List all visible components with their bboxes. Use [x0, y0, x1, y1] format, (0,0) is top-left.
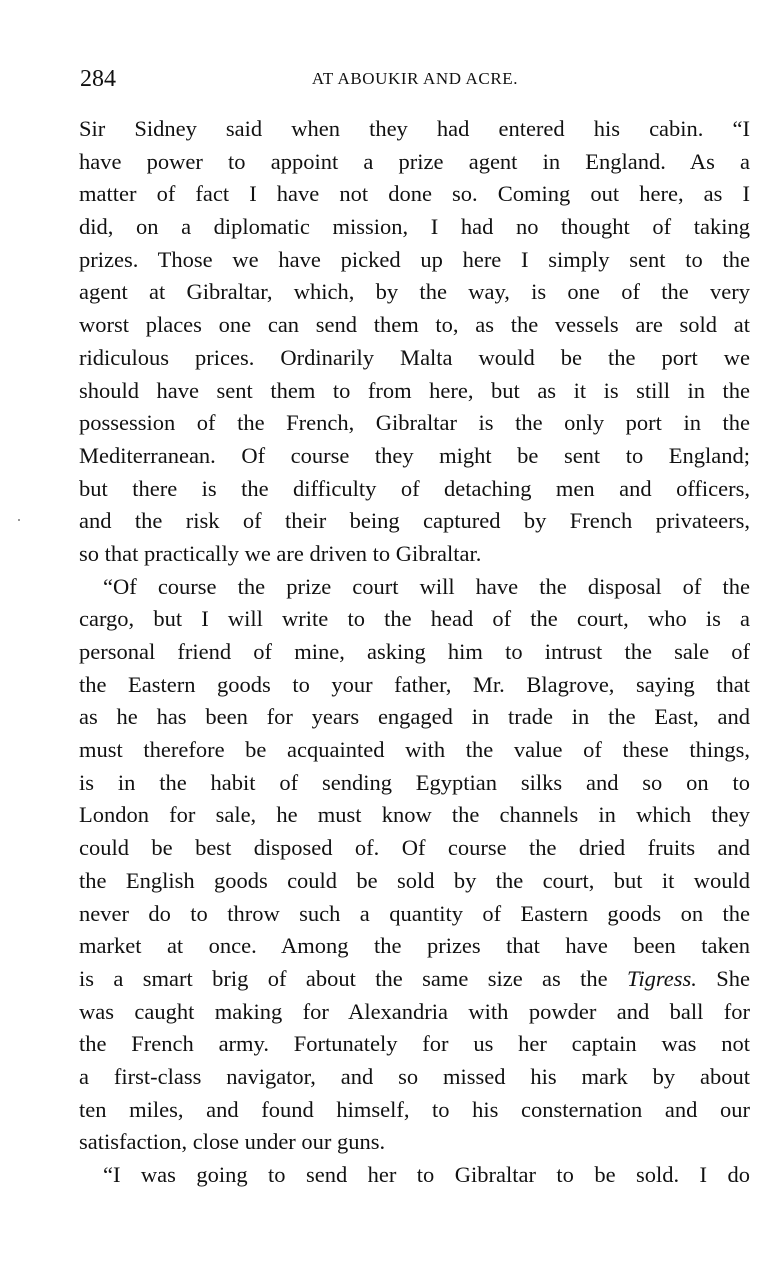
text-line: satisfaction, close under our guns.: [79, 1129, 386, 1155]
text-line: agent at Gibraltar, which, by the way, is one of the very: [79, 279, 750, 305]
paragraph: [79, 113, 750, 571]
text-line: is in the habit of sending Egyptian silks and so on to: [79, 769, 750, 795]
text-line: Mediterranean. Of course they might be sent to England;: [79, 442, 750, 468]
text-line: did, on a diplomatic mission, I had no thought of taking: [79, 214, 750, 240]
page-number: 284: [80, 66, 116, 92]
text-line: “Of course the prize court will have the disposal of the: [103, 573, 750, 599]
text-line: cargo, but I will write to the head of the court, who is a: [79, 606, 750, 632]
text-line: the French army. Fortunately for us her captain was not: [79, 1031, 750, 1057]
text-line: as he has been for years engaged in trade in the East, and: [79, 704, 750, 730]
text-line: possession of the French, Gibraltar is the only port in the: [79, 410, 750, 436]
text-segment: is a smart brig of about the same size as the: [79, 965, 628, 991]
text-line: must therefore be acquainted with the value of these things,: [79, 737, 750, 763]
paragraph: [79, 571, 750, 1159]
text-line: prizes. Those we have picked up here I simply sent to the: [79, 246, 750, 272]
body-text: [79, 113, 750, 1192]
text-line: but there is the difficulty of detaching men and officers,: [79, 475, 750, 501]
text-line: personal friend of mine, asking him to intrust the sale of: [79, 639, 750, 664]
text-line: matter of fact I have not done so. Coming out here, as I: [79, 181, 750, 207]
text-line: the English goods could be sold by the court, but it would: [79, 867, 750, 893]
text-line: “I was going to send her to Gibraltar to be sold. I do: [103, 1162, 750, 1187]
text-line: worst places one can send them to, as the vessels are sold at: [79, 312, 750, 338]
text-line: so that practically we are driven to Gibraltar.: [79, 540, 482, 566]
ship-name: Tigress.: [627, 965, 697, 991]
text-segment: She: [696, 965, 751, 991]
text-line: a first-class navigator, and so missed his mark by about: [79, 1063, 750, 1089]
text-line: could be best disposed of. Of course the dried fruits and: [79, 835, 750, 861]
running-head: [80, 62, 750, 96]
margin-speck: [18, 519, 20, 521]
text-line: ridiculous prices. Ordinarily Malta would be the port we: [79, 344, 750, 370]
text-line: and the risk of their being captured by French privateers,: [79, 508, 750, 534]
text-line: Sir Sidney said when they had entered his cabin. “I: [79, 116, 750, 141]
text-line: the Eastern goods to your father, Mr. Blagrove, saying that: [79, 671, 750, 697]
text-line: London for sale, he must know the channels in which they: [79, 802, 750, 828]
text-line: should have sent them to from here, but as it is still in the: [79, 377, 750, 403]
text-line: never do to throw such a quantity of Eastern goods on the: [79, 900, 750, 926]
paragraph: [79, 1159, 750, 1192]
text-line-with-ship-name: [79, 963, 750, 996]
text-line: market at once. Among the prizes that have been taken: [79, 933, 750, 959]
text-line: have power to appoint a prize agent in England. As a: [79, 148, 750, 174]
running-title: AT ABOUKIR AND ACRE.: [311, 69, 519, 88]
text-line: was caught making for Alexandria with powder and ball for: [79, 998, 750, 1024]
text-line: ten miles, and found himself, to his consternation and our: [79, 1096, 750, 1122]
